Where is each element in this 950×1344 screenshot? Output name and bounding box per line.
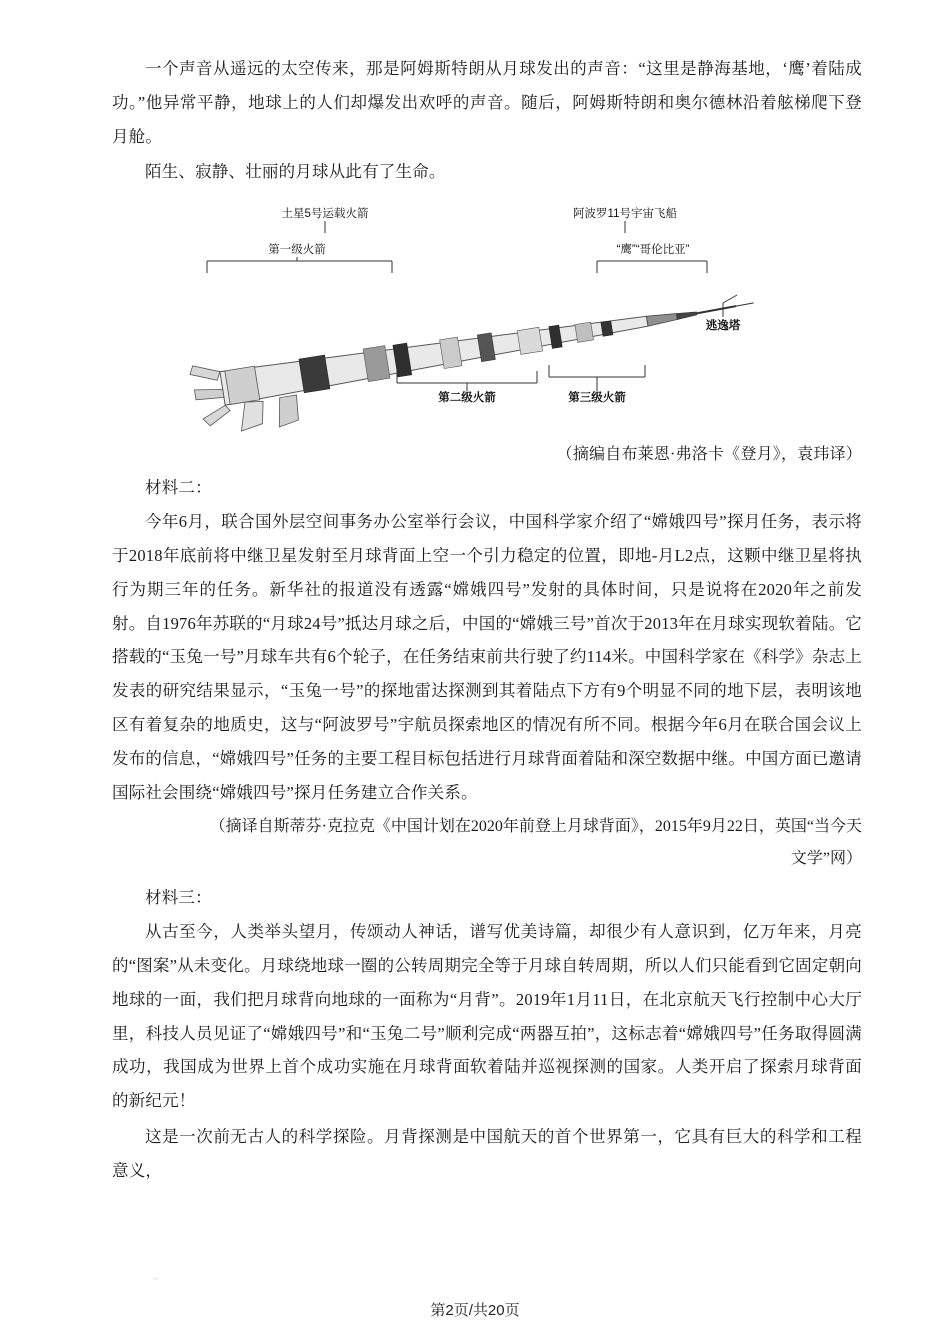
- source-citation-one: （摘编自布莱恩·弗洛卡《登月》，袁玮译）: [556, 446, 862, 464]
- source-citation-two-line1: （摘译自斯蒂芬·克拉克《中国计划在2020年前登上月球背面》，2015年9月22日，英国“当今天: [209, 818, 862, 836]
- source-citation-two-line2: 文学”网）: [790, 850, 862, 868]
- material-three-label: 材料三：: [145, 888, 212, 908]
- material-two-body: 今年6月，联合国外层空间事务办公室举行会议，中国科学家介绍了“嫦娥四号”探月任务，表示将于2018年底前将中继卫星发射至月球背面上空一个引力稳定的位置，即地-月L2点，这颗中继卫星将执行为期三年的任务。新华社的报道没有透露“嫦娥四号”发射的具体时间，只是说将在2020年之前发射。自1976年苏联的“月球24号”抵达月球之后，中国的“嫦娥三号”首次于2013年在月球实现软着陆。它搭载的“玉兔一号”月球车共有6个轮子，在任务结束前共行驶了约114米。中国科学家在《科学》杂志上发表的研究结果显示，“玉兔一号”的探地雷达探测到其着陆点下方有9个明显不同的地下层，表明该地区有着复杂的地质史，这与“阿波罗号”宇航员探索地区的情况有所不同。根据今年6月在联合国会议上发布的信息，“嫦娥四号”任务的主要工程目标包括进行月球背面着陆和深空数据中继。中国方面已邀请国际社会围绕“嫦娥四号”探月任务建立合作关系。: [112, 512, 862, 802]
- figure-label-escape-tower: 逃逸塔: [705, 320, 741, 333]
- watermark: ⌄: [150, 1268, 165, 1283]
- paragraph-2: 陌生、寂静、壮丽的月球从此有了生命。: [145, 162, 446, 182]
- material-two-label: 材料二：: [145, 478, 212, 498]
- figure-label-stage1: 第一级火箭: [268, 244, 326, 257]
- source-citation-two: [112, 811, 862, 875]
- figure-caption-apollo: 阿波罗11号宇宙飞船: [573, 208, 677, 221]
- figure-label-stage2: 第二级火箭: [438, 392, 496, 405]
- figure-caption-saturn: 土星5号运载火箭: [281, 208, 369, 221]
- paragraph-1: 一个声音从遥远的太空传来，那是阿姆斯特朗从月球发出的声音：“这里是静海基地，‘鹰’着陆成功。”他异常平静，地球上的人们却爆发出欢呼的声音。随后，阿姆斯特朗和奥尔德林沿着舷梯爬下登月舱。: [112, 59, 862, 146]
- rocket-diagram-svg: [177, 203, 797, 433]
- page-footer: 第2页/共20页: [430, 1302, 520, 1319]
- material-three-body: 从古至今，人类举头望月，传颂动人神话，谱写优美诗篇，却很少有人意识到，亿万年来，月亮的“图案”从未变化。月球绕地球一圈的公转周期完全等于月球自转周期，所以人们只能看到它固定朝向地球的一面，我们把月球背向地球的一面称为“月背”。2019年1月11日，在北京航天飞行控制中心大厅里，科技人员见证了“嫦娥四号”和“玉兔二号”顺利完成“两器互拍”，这标志着“嫦娥四号”任务取得圆满成功，我国成为世界上首个成功实施在月球背面软着陆并巡视探测的国家。人类开启了探索月球背面的新纪元！: [112, 922, 862, 1111]
- material-three-body-2: 这是一次前无古人的科学探险。月背探测是中国航天的首个世界第一，它具有巨大的科学和工程意义，: [112, 1127, 862, 1180]
- figure-label-eagle-columbia: “鹰”“哥伦比亚”: [616, 244, 690, 257]
- rocket-diagram-figure: [112, 203, 862, 433]
- figure-label-stage3: 第三级火箭: [568, 392, 626, 405]
